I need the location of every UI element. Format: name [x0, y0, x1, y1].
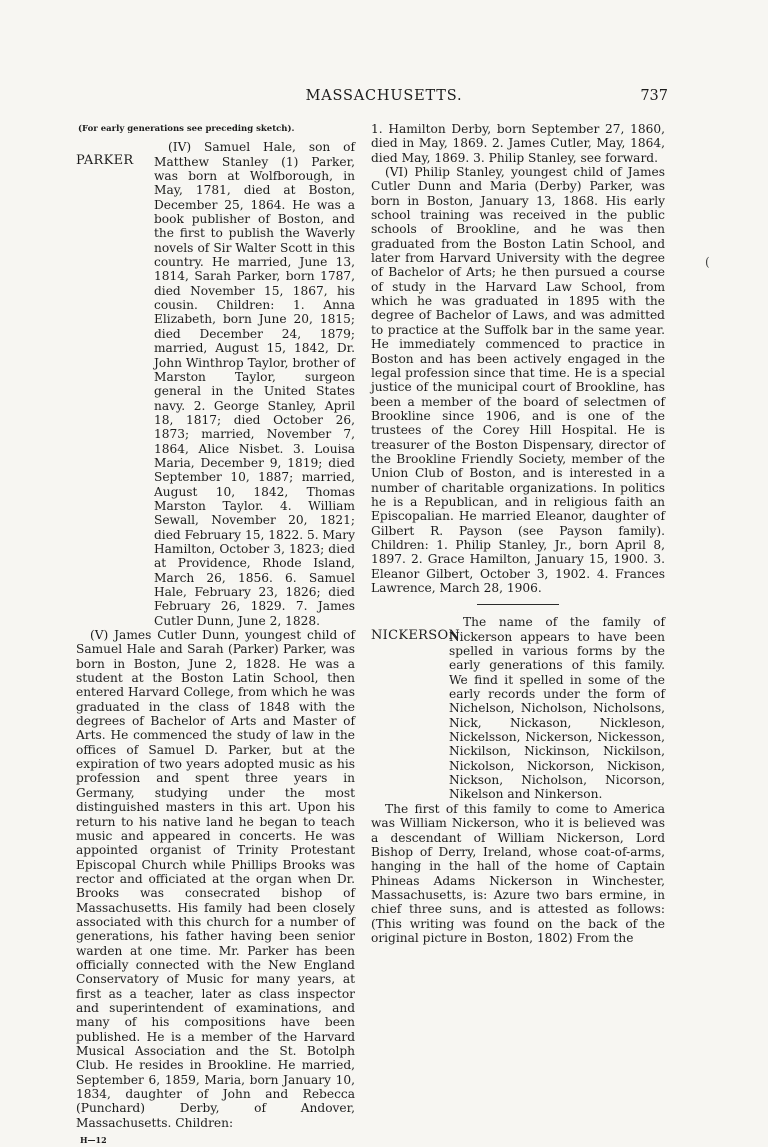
- left-column: [76, 122, 355, 1147]
- paragraph-v: (V) James Cutler Dunn, youngest child of Samuel Hale and Sarah (Parker) Parker, was born in Boston, June 2, 1828. He was a student at the Boston Latin School, then entered Harvard College, from which he was graduated in the class of 1848 with the degrees of Bachelor of Arts and Master of Arts. He commenced the study of law in the offices of Samuel D. Parker, but at the expiration of two years adopted music as his profession and spent three years in Germany, studying under the most distinguished masters in this art. Upon his return to his native land he began to teach music and appeared in concerts. He was appointed organist of Trinity Protestant Episcopal Church while Phillips Brooks was rector and officiated at the organ when Dr. Brooks was consecrated bishop of Massachusetts. His family had been closely associated with this church for a number of generations, his father having been senior warden at one time. Mr. Parker has been officially connected with the New England Conservatory of Music for many years, at first as a teacher, later as class inspector and superintendent of examinations, and many of his compositions have been published. He is a member of the Harvard Musical Association and the St. Botolph Club. He resides in Brookline. He married, September 6, 1859, Maria, born January 10, 1834, daughter of John and Rebecca (Punchard) Derby, of Andover, Massachusetts. Children:: [76, 628, 355, 1130]
- section-divider: [477, 604, 559, 605]
- parker-section: [76, 140, 355, 628]
- paragraph-iv: (IV) Samuel Hale, son of Matthew Stanley (1) Parker, was born at Wolfborough, in May, 1781, died at Boston, December 25, 1864. He was a book publisher of Boston, and the first to publish the Waverly novels of Sir Walter Scott in this country. He married, June 13, 1814, Sarah Parker, born 1787, died November 15, 1867, his cousin. Children: 1. Anna Elizabeth, born June 20, 1815; died December 24, 1879; married, August 15, 1842, Dr. John Winthrop Taylor, brother of Marston Taylor, surgeon general in the United States navy. 2. George Stanley, April 18, 1817; died October 26, 1873; married, November 7, 1864, Alice Nisbet. 3. Louisa Maria, December 9, 1819; died September 10, 1887; married, August 10, 1842, Thomas Marston Taylor. 4. William Sewall, November 20, 1821; died February 15, 1822. 5. Mary Hamilton, October 3, 1823; died at Providence, Rhode Island, March 26, 1856. 6. Samuel Hale, February 23, 1826; died February 26, 1829. 7. James Cutler Dunn, June 2, 1828.: [154, 140, 355, 628]
- paragraph-children-continued: 1. Hamilton Derby, born September 27, 1860, died in May, 1869. 2. James Cutler, May, 1864, died May, 1869. 3. Philip Stanley, see forward.: [371, 122, 665, 165]
- surname-heading-nickerson: NICKERSON: [371, 628, 461, 644]
- nickerson-lead-paragraph: [449, 615, 665, 801]
- margin-mark: (: [705, 255, 710, 269]
- surname-heading-parker: PARKER: [76, 153, 134, 169]
- nickerson-section: [371, 615, 665, 801]
- page-header-title: MASSACHUSETTS.: [305, 88, 463, 104]
- preceding-sketch-note: (For early generations see preceding sketch).: [78, 124, 295, 134]
- signature-mark: H—12: [80, 1135, 107, 1146]
- paragraph-first-in-america: The first of this family to come to America was William Nickerson, who it is believed was a descendant of William Nickerson, Lord Bishop of Derry, Ireland, whose coat-of-arms, hanging in the hall of the home of Captain Phineas Adams Nickerson in Winchester, Massachusetts, is: Azure two bars ermine, in chief three suns, and is attested as follows: (This writing was found on the back of the original picture in Boston, 1802) From the: [371, 801, 665, 945]
- parker-lead-paragraph: [154, 140, 355, 628]
- page-number: 737: [640, 88, 668, 104]
- paragraph-nickerson-intro: The name of the family of Nickerson appears to have been spelled in various forms by the early generations of this family. We find it spelled in some of the early records under the form of Nichelson, Nicholson, Nicholsons, Nick, Nickason, Nickleson, Nickelsson, Nickerson, Nickesson, Nickilson, Nickinson, Nickilson, Nickolson, Nickorson, Nickison, Nickson, Nicholson, Nicorson, Nikelson and Ninkerson.: [449, 615, 665, 802]
- paragraph-vi: (VI) Philip Stanley, youngest child of James Cutler Dunn and Maria (Derby) Parker, was born in Boston, January 13, 1868. His early school training was received in the public schools of Brookline, and he was then graduated from the Boston Latin School, and later from Harvard University with the degree of Bachelor of Arts; he then pursued a course of study in the Harvard Law School, from which he was graduated in 1895 with the degree of Bachelor of Laws, and was admitted to practice at the Suffolk bar in the same year. He immediately commenced to practice in Boston and has been actively engaged in the legal profession since that time. He is a special justice of the municipal court of Brookline, has been a member of the board of selectmen of Brookline since 1906, and is one of the trustees of the Corey Hill Hospital. He is treasurer of the Boston Dispensary, director of the Brookline Friendly Society, member of the Union Club of Boston, and is interested in a number of charitable organizations. In politics he is a Republican, and in religious faith an Episcopalian. He married Eleanor, daughter of Gilbert R. Payson (see Payson family). Children: 1. Philip Stanley, Jr., born April 8, 1897. 2. Grace Hamilton, January 15, 1900. 3. Eleanor Gilbert, October 3, 1902. 4. Frances Lawrence, March 28, 1906.: [371, 165, 665, 595]
- right-column: [371, 122, 665, 945]
